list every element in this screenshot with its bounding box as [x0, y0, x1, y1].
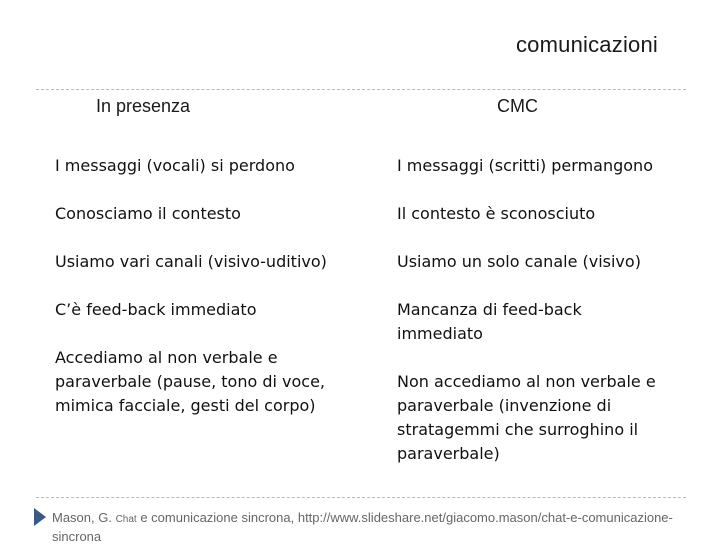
row-2-right: Il contesto è sconosciuto: [397, 204, 596, 223]
row-1-right: I messaggi (scritti) permangono: [397, 156, 653, 175]
row-5-left: Accediamo al non verbale e paraverbale (pause, tono di voce, mimica facciale, gesti del corpo): [55, 348, 326, 415]
bullet-arrow-icon: [34, 508, 46, 526]
slide-title: comunicazioni: [515, 32, 658, 57]
row-4-left: C’è feed-back immediato: [55, 300, 257, 319]
row-5-right: Non accediamo al non verbale e paraverbale (invenzione di stratagemmi che surroghino il paraverbale): [397, 372, 656, 463]
row-3-left: Usiamo vari canali (visivo-uditivo): [55, 252, 327, 271]
row-4-right: Mancanza di feed-back immediato: [397, 300, 582, 343]
column-header-cmc: CMC: [497, 96, 538, 116]
citation-link-continued[interactable]: sincrona: [52, 529, 102, 544]
bottom-divider: [36, 497, 686, 498]
citation-chat: Chat: [115, 514, 137, 525]
top-divider: [36, 89, 686, 90]
row-1-left: I messaggi (vocali) si perdono: [55, 156, 295, 175]
row-3-right: Usiamo un solo canale (visivo): [397, 252, 641, 271]
citation-link[interactable]: e comunicazione sincrona, http://www.slideshare.net/giacomo.mason/chat-e-comunicazione-: [136, 510, 673, 525]
citation-author: Mason, G.: [52, 510, 116, 525]
column-header-in-presenza: In presenza: [96, 96, 191, 116]
row-2-left: Conosciamo il contesto: [55, 204, 241, 223]
